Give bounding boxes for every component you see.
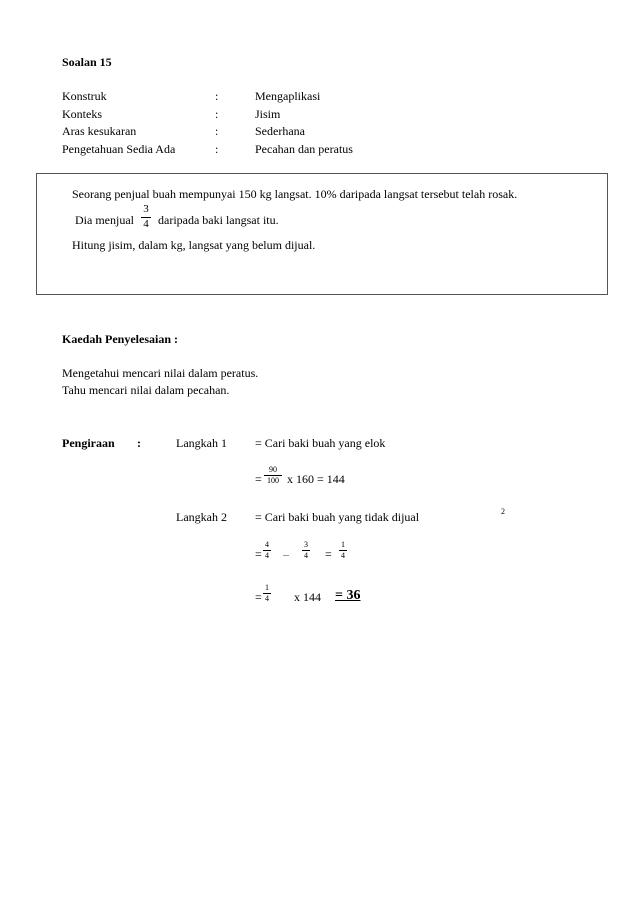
fraction-numerator: 3 — [304, 540, 308, 549]
meta-value-aras: Sederhana — [255, 124, 305, 138]
fraction-numerator: 1 — [341, 540, 345, 549]
step-3-fraction — [263, 584, 271, 604]
calc-sep: : — [137, 436, 141, 450]
fraction-numerator: 4 — [265, 540, 269, 549]
calc-label: Pengiraan — [62, 436, 115, 450]
fraction-denominator: 4 — [265, 551, 269, 561]
step-3-equals: = — [255, 590, 262, 604]
meta-label-konteks: Konteks — [62, 107, 102, 121]
step-1-label: Langkah 1 — [176, 436, 227, 450]
step-3-multiply: x 144 — [294, 590, 321, 604]
fraction-numerator: 1 — [265, 583, 269, 592]
step-2-fraction-1 — [263, 541, 271, 561]
step-2-equals-2: = — [325, 547, 332, 561]
meta-sep: : — [215, 142, 219, 156]
method-heading: Kaedah Penyelesaian : — [62, 332, 178, 346]
meta-sep: : — [215, 107, 219, 121]
meta-sep: : — [215, 124, 219, 138]
meta-value-konteks: Jisim — [255, 107, 281, 121]
problem-line-1: Seorang penjual buah mempunyai 150 kg langsat. 10% daripada langsat tersebut telah rosak. — [72, 187, 518, 201]
step-1-fraction — [264, 466, 282, 486]
meta-sep: : — [215, 89, 219, 103]
method-line-2: Tahu mencari nilai dalam pecahan. — [62, 383, 230, 397]
fraction-denominator: 4 — [304, 551, 308, 561]
step-1-text: = Cari baki buah yang elok — [255, 436, 386, 450]
method-line-1: Mengetahui mencari nilai dalam peratus. — [62, 366, 259, 380]
step-2-label: Langkah 2 — [176, 510, 227, 524]
meta-value-konstruk: Mengaplikasi — [255, 89, 321, 103]
problem-line-2-suffix: daripada baki langsat itu. — [158, 213, 279, 227]
final-answer: = 36 — [335, 588, 361, 603]
fraction-denominator: 4 — [341, 551, 345, 561]
fraction-numerator: 3 — [143, 203, 149, 215]
problem-fraction — [141, 204, 151, 230]
step-2-fraction-3 — [339, 541, 347, 561]
question-title: Soalan 15 — [62, 55, 112, 69]
step-2-minus: – — [283, 547, 289, 561]
step-2-text: = Cari baki buah yang tidak dijual — [255, 510, 420, 524]
problem-line-2-prefix: Dia menjual — [75, 213, 134, 227]
fraction-denominator: 100 — [267, 476, 279, 486]
step-1-result: x 160 = 144 — [287, 472, 345, 486]
step-1-equals: = — [255, 472, 262, 486]
fraction-numerator: 90 — [269, 465, 277, 474]
meta-label-aras: Aras kesukaran — [62, 124, 137, 138]
meta-label-pengetahuan: Pengetahuan Sedia Ada — [62, 142, 176, 156]
step-2-fraction-2 — [302, 541, 310, 561]
fraction-denominator: 4 — [143, 217, 149, 230]
page-number: 2 — [501, 507, 505, 516]
problem-line-3: Hitung jisim, dalam kg, langsat yang belum dijual. — [72, 238, 316, 252]
step-2-equals: = — [255, 547, 262, 561]
meta-label-konstruk: Konstruk — [62, 89, 107, 103]
meta-value-pengetahuan: Pecahan dan peratus — [255, 142, 353, 156]
fraction-denominator: 4 — [265, 594, 269, 604]
